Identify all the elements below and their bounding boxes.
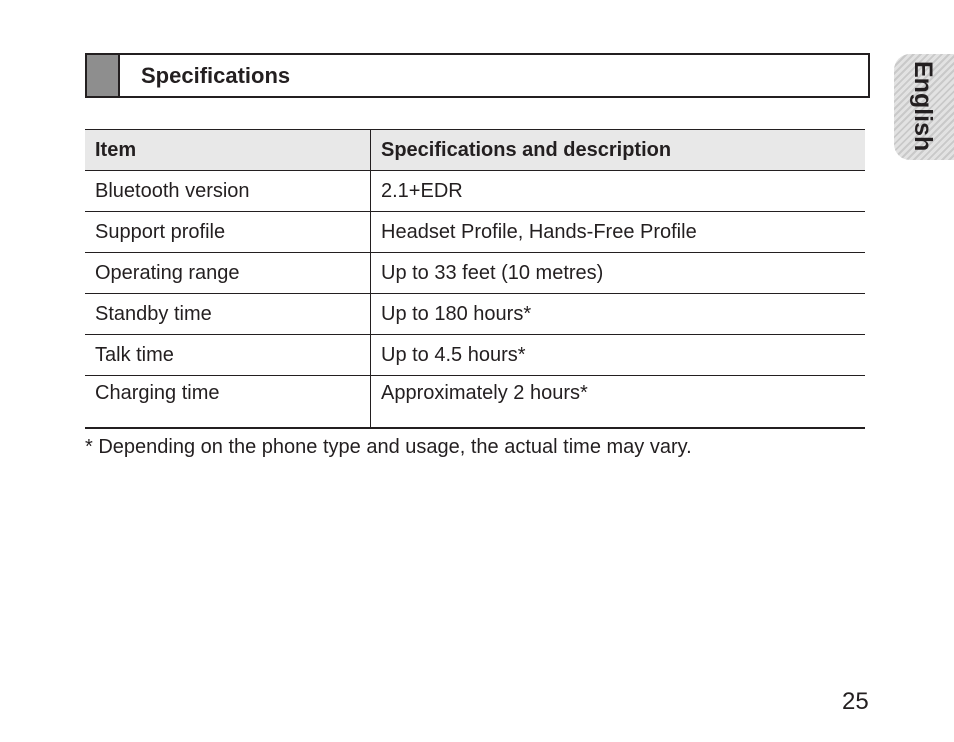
table-header-row (85, 130, 865, 171)
row-spec-cell: Up to 33 feet (10 metres) (371, 253, 866, 294)
row-spec-cell: Up to 4.5 hours* (371, 335, 866, 376)
table-row (85, 294, 865, 335)
page-number: 25 (842, 688, 869, 715)
language-tab-label: English (909, 61, 937, 152)
row-spec-cell: Up to 180 hours* (371, 294, 866, 335)
row-item-cell: Support profile (85, 212, 371, 253)
row-item-cell: Talk time (85, 335, 371, 376)
section-marker (87, 55, 120, 96)
section-title: Specifications (141, 63, 291, 88)
specifications-table (85, 129, 865, 429)
language-tab (894, 54, 954, 160)
row-spec-cell: Headset Profile, Hands-Free Profile (371, 212, 866, 253)
column-header-item: Item (85, 130, 371, 171)
row-spec-cell: Approximately 2 hours* (371, 376, 866, 429)
table-row (85, 171, 865, 212)
table-row (85, 253, 865, 294)
table-row (85, 376, 865, 429)
row-item-cell: Standby time (85, 294, 371, 335)
table-row (85, 335, 865, 376)
row-item-cell: Charging time (85, 376, 371, 429)
section-header (85, 53, 870, 98)
row-spec-cell: 2.1+EDR (371, 171, 866, 212)
row-item-cell: Bluetooth version (85, 171, 371, 212)
footnote: * Depending on the phone type and usage, the actual time may vary. (85, 436, 692, 458)
column-header-spec: Specifications and description (371, 130, 866, 171)
row-item-cell: Operating range (85, 253, 371, 294)
table-row (85, 212, 865, 253)
